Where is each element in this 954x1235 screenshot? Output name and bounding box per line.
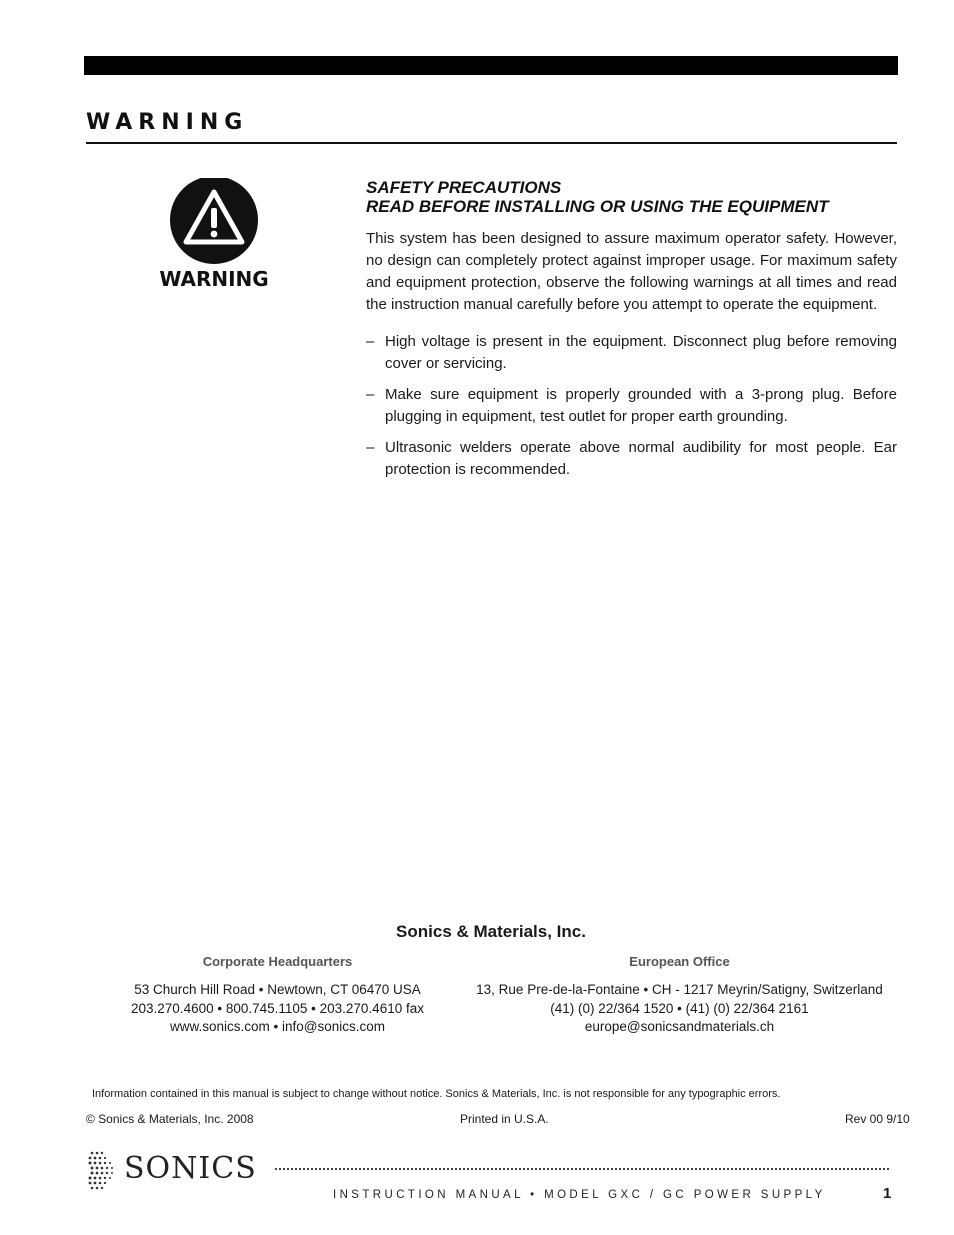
bullet-dash: –	[366, 333, 375, 350]
warning-text: High voltage is present in the equipment. Disconnect plug before removing cover or servicing.	[385, 333, 897, 372]
title-divider	[86, 142, 897, 144]
manual-title: INSTRUCTION MANUAL • MODEL GXC / GC POWER SUPPLY	[333, 1189, 826, 1201]
warning-emblem	[158, 178, 270, 290]
hq-web: www.sonics.com • info@sonics.com	[170, 1019, 385, 1034]
list-item	[366, 384, 897, 428]
warning-text: Make sure equipment is properly grounded with a 3-prong plug. Before plugging in equipment, test outlet for proper earth grounding.	[385, 386, 897, 425]
page-number: 1	[883, 1185, 892, 1202]
safety-section	[366, 178, 897, 490]
europe-phones: (41) (0) 22/364 1520 • (41) (0) 22/364 2161	[550, 1000, 809, 1016]
printed-in: Printed in U.S.A.	[460, 1112, 549, 1126]
sonics-logo-text: SONICS	[124, 1151, 257, 1186]
europe-address: 13, Rue Pre-de-la-Fontaine • CH - 1217 Meyrin/Satigny, Switzerland	[476, 982, 883, 997]
sonics-logo-icon	[86, 1150, 116, 1197]
safety-intro: This system has been designed to assure maximum operator safety. However, no design can completely protect against improper usage. For maximum safety and equipment protection, observe the following warnings at all times and read the instruction manual carefully before you attempt to operate the equipment.	[366, 230, 897, 313]
emblem-label: WARNING	[159, 267, 269, 290]
list-item	[366, 437, 897, 481]
europe-title: European Office	[629, 954, 730, 969]
header-bar	[84, 56, 898, 75]
list-item	[366, 331, 897, 375]
hq-contact	[100, 981, 455, 1037]
europe-contact	[452, 981, 907, 1037]
page-title: WARNING	[86, 110, 249, 135]
hq-phones: 203.270.4600 • 800.745.1105 • 203.270.4610 fax	[131, 1000, 424, 1016]
warning-text: Ultrasonic welders operate above normal audibility for most people. Ear protection is recommended.	[385, 439, 897, 478]
company-name: Sonics & Materials, Inc.	[396, 922, 586, 941]
copyright: © Sonics & Materials, Inc. 2008	[86, 1112, 254, 1126]
bullet-dash: –	[366, 439, 375, 456]
safety-warnings-list	[366, 331, 897, 481]
revision: Rev 00 9/10	[845, 1112, 910, 1126]
europe-email: europe@sonicsandmaterials.ch	[584, 1019, 775, 1034]
disclaimer: Information contained in this manual is subject to change without notice. Sonics & Materials, Inc. is not responsible for any typographic errors.	[92, 1088, 781, 1100]
warning-triangle-icon	[158, 178, 270, 290]
dotted-leader	[275, 1168, 889, 1170]
safety-title-line2: READ BEFORE INSTALLING OR USING THE EQUIPMENT	[366, 197, 829, 216]
hq-title: Corporate Headquarters	[202, 954, 353, 969]
hq-address: 53 Church Hill Road • Newtown, CT 06470 USA	[134, 982, 421, 997]
bullet-dash: –	[366, 386, 375, 403]
safety-title-line1: SAFETY PRECAUTIONS	[366, 178, 562, 197]
